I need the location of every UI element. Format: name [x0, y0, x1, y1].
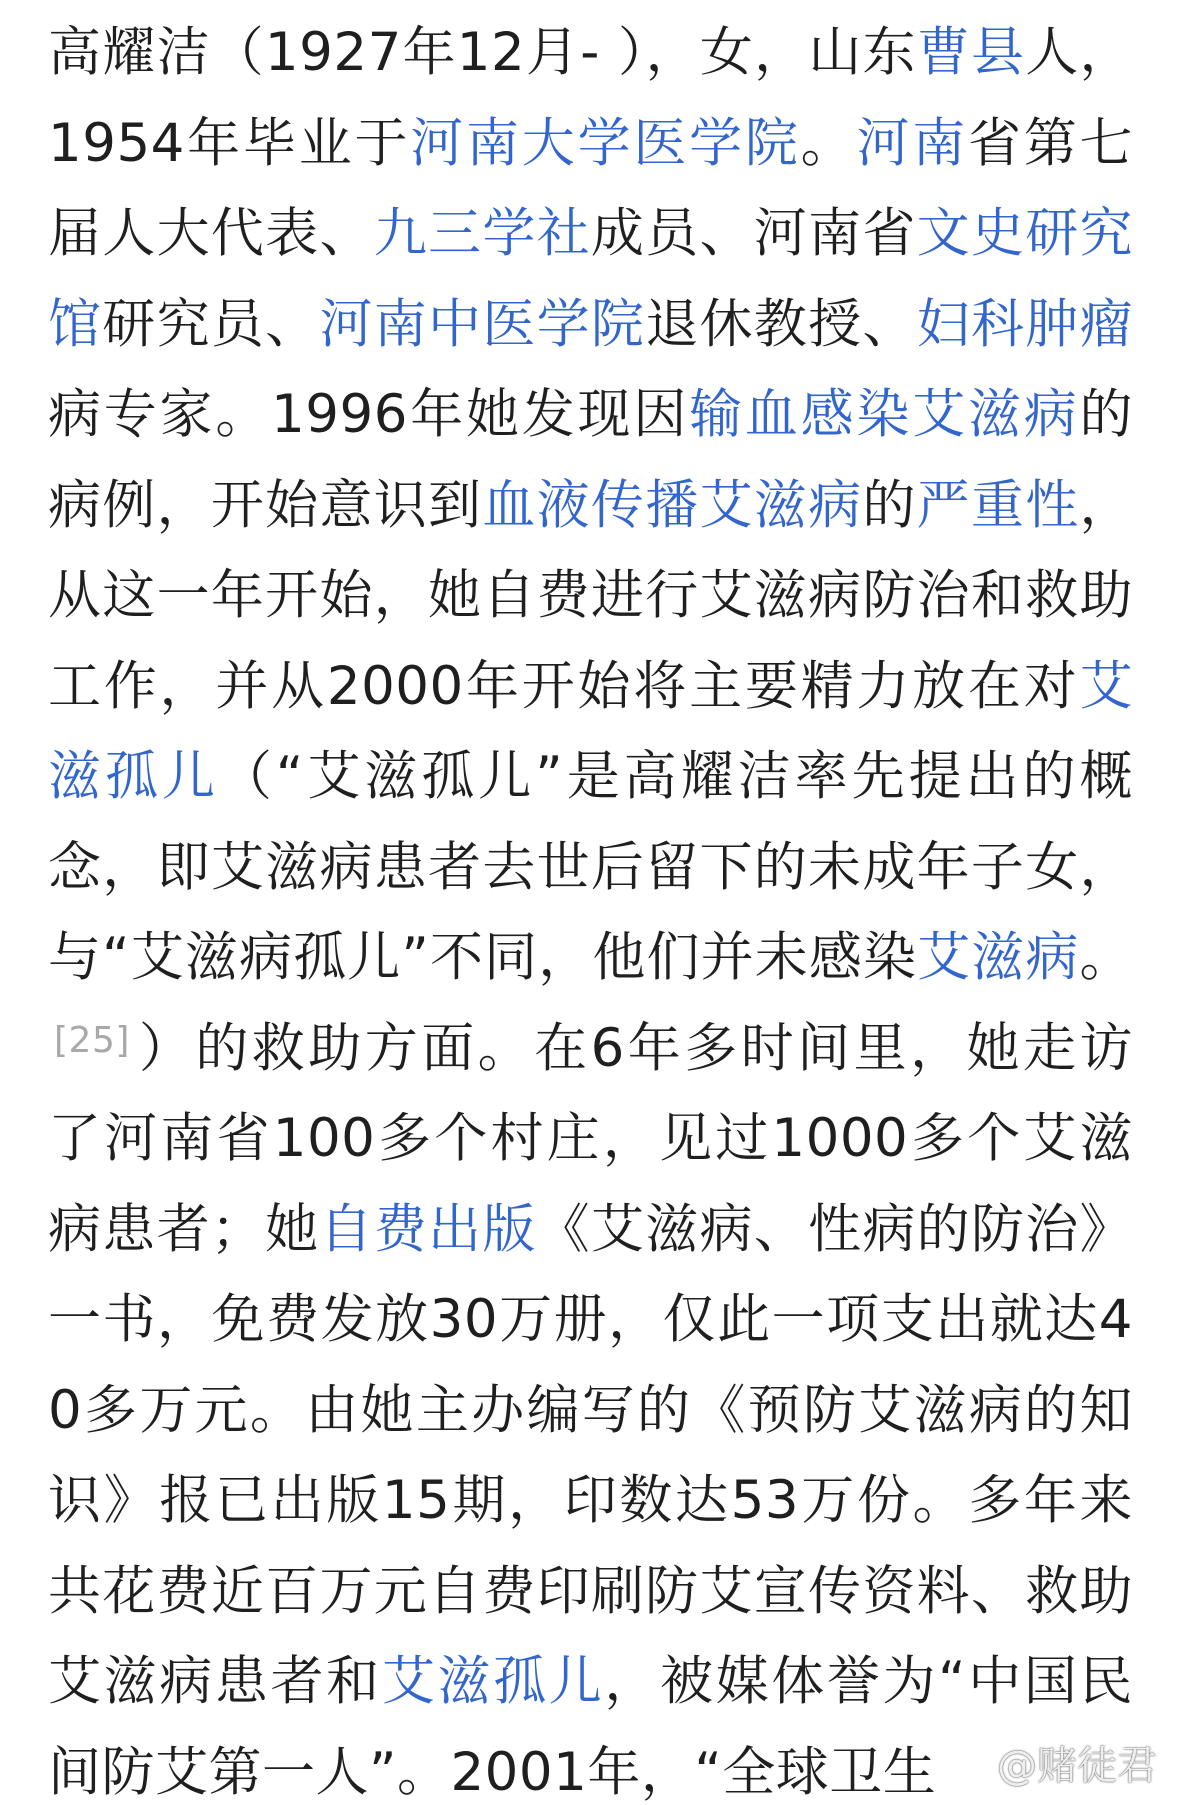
article-link[interactable]: 输血感染艾滋病 — [689, 384, 1080, 445]
article-text: 研究员、 — [102, 293, 320, 355]
article-text: 病专家。1996年她发现因 — [48, 384, 690, 445]
article-link[interactable]: 艾滋孤儿 — [48, 655, 1133, 807]
article-text: 。 — [800, 112, 857, 174]
article-text: （“艾滋孤儿”是高耀洁率先提出的概念，即艾滋病患者去世后留下的未成年子女，与“艾滋病孤儿”不同，他们并未感染 — [48, 746, 1133, 988]
citation-reference[interactable]: [25] — [54, 1019, 130, 1061]
watermark-handle: @赌徒君 — [997, 1743, 1157, 1789]
article-text: 省第七届人大代表、 — [48, 112, 1134, 264]
article-link[interactable]: 河南中医学院 — [319, 293, 646, 355]
article-link[interactable]: 严重性 — [916, 474, 1080, 536]
article-text: 退休教授、 — [645, 293, 917, 355]
article-text: 。 — [1079, 927, 1133, 988]
article-text: ，被媒体誉为“中国民间防艾第一人”。2001年，“全球卫生 — [48, 1651, 1134, 1803]
article-link[interactable]: 血液传播艾滋病 — [482, 474, 863, 536]
article-text: ，从这一年开始，她自费进行艾滋病防治和救助工作，并从2000年开始将主要精力放在对 — [48, 474, 1134, 717]
article-link[interactable]: 艾滋病 — [917, 927, 1080, 988]
article-link[interactable]: 河南大学医学院 — [410, 112, 801, 174]
article-link[interactable]: 妇科肿瘤 — [916, 293, 1134, 355]
article-text: ）的救助方面。在6年多时间里，她走访了河南省100多个村庄，见过1000多个艾滋病患者；她 — [48, 1017, 1133, 1260]
weibo-logo-icon — [947, 1744, 991, 1782]
article-text: 的 — [862, 474, 917, 536]
article-text: 《艾滋病、性病的防治》一书，免费发放30万册，仅此一项支出就达40多万元。由她主办编写的《预防艾滋病的知识》报已出版15期，印数达53万份。多年来共花费近百万元自费印刷防艾宣传资料、救助艾滋病患者和 — [48, 1198, 1134, 1712]
article-link[interactable]: 文史研究馆 — [48, 203, 1134, 355]
article-link[interactable]: 自费出版 — [319, 1198, 537, 1260]
article-text: 人，1954年毕业于 — [48, 22, 1133, 174]
article-link[interactable]: 曹县 — [916, 22, 1026, 83]
watermark — [947, 1734, 1157, 1791]
article-text: 的病例，开始意识到 — [48, 384, 1133, 536]
article-text: 成员、河南省 — [590, 203, 917, 264]
article-link[interactable]: 艾滋孤儿 — [381, 1651, 605, 1712]
article-body — [48, 8, 1133, 1805]
article-link[interactable]: 河南 — [856, 112, 968, 174]
article-link[interactable]: 九三学社 — [373, 203, 591, 264]
article-text: 高耀洁（1927年12月- ），女，山东 — [48, 22, 917, 83]
